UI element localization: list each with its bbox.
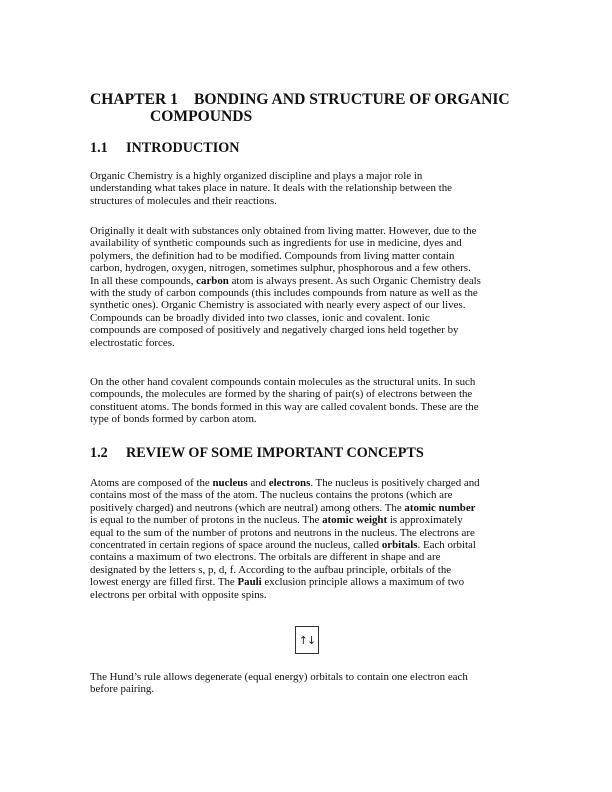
text-line bbox=[90, 514, 480, 526]
text-line: electrostatic forces. bbox=[90, 336, 175, 349]
paragraph-intro-definition bbox=[90, 170, 452, 207]
text-line: polymers, the definition had to be modified. Compounds from living matter contain bbox=[90, 249, 455, 262]
text-run: . Each orbital bbox=[417, 539, 476, 552]
paragraph-hund-rule bbox=[90, 671, 468, 696]
paired-electron-orbital-box-icon bbox=[295, 626, 319, 654]
text-line: structures of molecules and their reactions. bbox=[90, 194, 277, 207]
text-line: contains most of the mass of the atom. The nucleus contains the protons (which are bbox=[90, 489, 453, 502]
text-line bbox=[90, 502, 480, 514]
section-title: INTRODUCTION bbox=[126, 140, 240, 156]
section-number: 1.2 bbox=[90, 445, 108, 461]
text-line: The Hund’s rule allows degenerate (equal energy) orbitals to contain one electron each bbox=[90, 671, 468, 683]
text-line bbox=[90, 477, 480, 489]
text-line bbox=[90, 576, 480, 588]
text-line: Originally it dealt with substances only obtained from living matter. However, due to the bbox=[90, 225, 477, 237]
text-line: with the study of carbon compounds (this includes compounds from nature as well as the bbox=[90, 287, 478, 300]
text-line: Organic Chemistry is a highly organized discipline and plays a major role in bbox=[90, 170, 423, 182]
paragraph-intro-history bbox=[90, 225, 481, 349]
text-line: On the other hand covalent compounds contain molecules as the structural units. In such bbox=[90, 376, 476, 388]
text-run: positively charged) and neutrons (which are neutral) among others. The bbox=[90, 501, 405, 514]
text-run: In all these compounds, bbox=[90, 274, 197, 287]
paragraph-covalent bbox=[90, 376, 479, 426]
paragraph-atom-structure bbox=[90, 477, 480, 601]
text-line: compounds are composed of positively and negatively charged ions held together by bbox=[90, 324, 459, 337]
text-run: Atoms are composed of the bbox=[90, 477, 213, 489]
text-line: understanding what takes place in nature. It deals with the relationship between the bbox=[90, 182, 452, 195]
text-run: is equal to the number of protons in the nucleus. The bbox=[90, 514, 323, 527]
text-line: Compounds can be broadly divided into two classes, ionic and covalent. Ionic bbox=[90, 311, 430, 324]
bold-term-atomic-weight: atomic weight bbox=[322, 514, 388, 527]
text-line: type of bonds formed by carbon atom. bbox=[90, 413, 257, 426]
text-line: before pairing. bbox=[90, 683, 155, 696]
bold-term-orbitals: orbitals bbox=[381, 539, 418, 552]
bold-term-pauli: Pauli bbox=[237, 576, 262, 589]
section-title: REVIEW OF SOME IMPORTANT CONCEPTS bbox=[126, 445, 424, 461]
bold-term-nucleus: nucleus bbox=[212, 477, 248, 489]
bold-term-electrons: electrons bbox=[268, 477, 311, 489]
text-run: lowest energy are filled first. The bbox=[90, 576, 238, 589]
text-run: is approximately bbox=[387, 514, 463, 527]
text-line: synthetic ones). Organic Chemistry is associated with nearly every aspect of our lives. bbox=[90, 299, 466, 312]
chapter-number: CHAPTER 1 bbox=[90, 91, 178, 108]
chapter-title-line1: BONDING AND STRUCTURE OF ORGANIC bbox=[194, 91, 510, 108]
text-run: concentrated in certain regions of space around the nucleus, called bbox=[90, 539, 382, 552]
text-run: . The nucleus is positively charged and bbox=[310, 477, 480, 489]
spin-arrows: ↑↓ bbox=[298, 633, 316, 647]
text-run: and bbox=[247, 477, 269, 489]
text-line bbox=[90, 275, 481, 287]
text-line: availability of synthetic compounds such as ingredients for use in medicine, dyes and bbox=[90, 237, 462, 250]
text-run: exclusion principle allows a maximum of two bbox=[261, 576, 465, 589]
text-line: electrons per orbital with opposite spins. bbox=[90, 588, 267, 601]
text-line: contains a maximum of two electrons. The orbitals are different in shape and are bbox=[90, 551, 441, 564]
text-line: carbon, hydrogen, oxygen, nitrogen, sometimes sulphur, phosphorous and a few others. bbox=[90, 262, 471, 275]
text-line bbox=[90, 539, 480, 551]
section-heading-review bbox=[90, 445, 424, 461]
text-line: equal to the sum of the number of protons and neutrons in the nucleus. The electrons are bbox=[90, 526, 475, 539]
chapter-title-line2: COMPOUNDS bbox=[150, 108, 253, 125]
bold-term-carbon: carbon bbox=[196, 274, 229, 287]
bold-term-atomic-number: atomic number bbox=[404, 501, 476, 514]
text-line: compounds, the molecules are formed by the sharing of pair(s) of electrons between the bbox=[90, 388, 473, 401]
text-line: designated by the letters s, p, d, f. According to the aufbau principle, orbitals of the bbox=[90, 563, 452, 576]
text-run: atom is always present. As such Organic Chemistry deals bbox=[228, 274, 481, 287]
section-heading-introduction bbox=[90, 140, 240, 156]
chapter-title bbox=[90, 91, 510, 125]
section-number: 1.1 bbox=[90, 140, 108, 156]
text-line: constituent atoms. The bonds formed in this way are called covalent bonds. These are the bbox=[90, 400, 479, 413]
